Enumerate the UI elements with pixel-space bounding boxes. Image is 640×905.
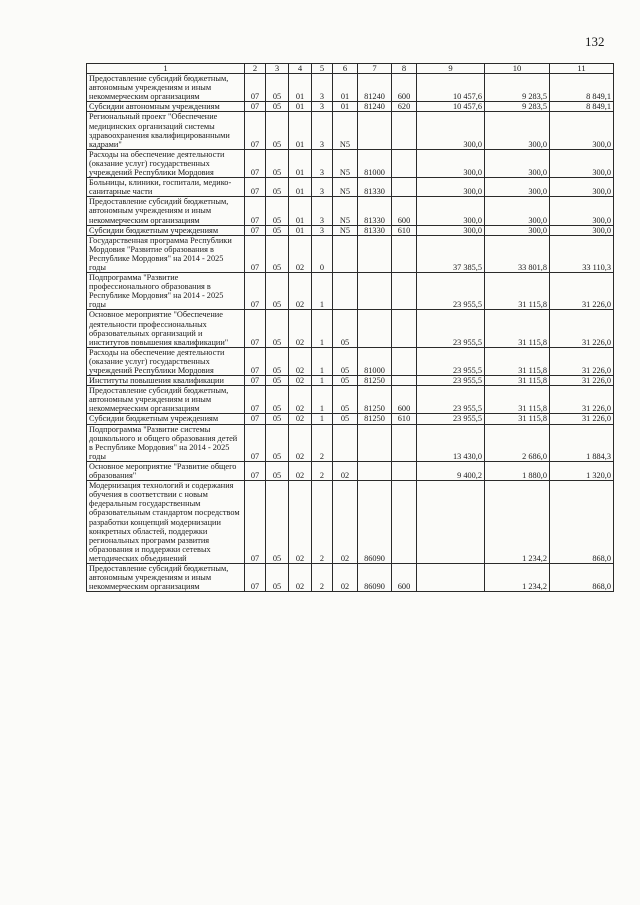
table-row: [87, 235, 614, 272]
amount-year1-cell: 23 955,5: [417, 310, 485, 347]
event-code-cell: 01: [333, 74, 358, 102]
expense-type-cell: [392, 376, 417, 386]
expense-type-cell: [392, 273, 417, 310]
amount-year3-cell: 868,0: [550, 563, 614, 591]
direction-code-cell: [358, 424, 392, 461]
table-row: [87, 563, 614, 591]
amount-year2-cell: 300,0: [485, 225, 550, 235]
table-row: [87, 310, 614, 347]
name-cell: Региональный проект "Обеспечение медицинских организаций системы здравоохранения квалифицированными кадрами": [87, 112, 245, 149]
name-cell: Расходы на обеспечение деятельности (оказание услуг) государственных учреждений Республики Мордовия: [87, 149, 245, 177]
expense-type-cell: 620: [392, 102, 417, 112]
event-code-cell: 02: [333, 481, 358, 564]
header-row: [87, 64, 614, 74]
subprogram-code-cell: 1: [312, 310, 333, 347]
event-code-cell: 05: [333, 386, 358, 414]
program-code-cell: 02: [289, 481, 312, 564]
name-cell: Субсидии автономным учреждениям: [87, 102, 245, 112]
expense-type-cell: [392, 461, 417, 480]
expense-type-cell: [392, 424, 417, 461]
expense-type-cell: [392, 112, 417, 149]
header-cell: 7: [358, 64, 392, 74]
subsection-code-cell: 05: [266, 376, 289, 386]
amount-year1-cell: 300,0: [417, 178, 485, 197]
subprogram-code-cell: 1: [312, 347, 333, 375]
amount-year3-cell: 868,0: [550, 481, 614, 564]
amount-year2-cell: 33 801,8: [485, 235, 550, 272]
amount-year3-cell: 300,0: [550, 197, 614, 225]
section-code-cell: 07: [245, 414, 266, 424]
event-code-cell: 05: [333, 347, 358, 375]
subsection-code-cell: 05: [266, 197, 289, 225]
amount-year2-cell: 300,0: [485, 178, 550, 197]
amount-year2-cell: 1 234,2: [485, 563, 550, 591]
name-cell: Больницы, клиники, госпитали, медико-санитарные части: [87, 178, 245, 197]
header-cell: 9: [417, 64, 485, 74]
program-code-cell: 02: [289, 386, 312, 414]
program-code-cell: 02: [289, 414, 312, 424]
program-code-cell: 02: [289, 273, 312, 310]
amount-year2-cell: 300,0: [485, 197, 550, 225]
event-code-cell: N5: [333, 112, 358, 149]
amount-year2-cell: 1 880,0: [485, 461, 550, 480]
section-code-cell: 07: [245, 225, 266, 235]
program-code-cell: 01: [289, 178, 312, 197]
section-code-cell: 07: [245, 197, 266, 225]
program-code-cell: 02: [289, 563, 312, 591]
amount-year1-cell: [417, 481, 485, 564]
expense-type-cell: 610: [392, 225, 417, 235]
subprogram-code-cell: 3: [312, 112, 333, 149]
program-code-cell: 01: [289, 197, 312, 225]
name-cell: Предоставление субсидий бюджетным, автономным учреждениям и иным некоммерческим организациям: [87, 563, 245, 591]
section-code-cell: 07: [245, 235, 266, 272]
table-row: [87, 102, 614, 112]
section-code-cell: 07: [245, 481, 266, 564]
direction-code-cell: 81000: [358, 149, 392, 177]
amount-year2-cell: 31 115,8: [485, 347, 550, 375]
expense-type-cell: [392, 310, 417, 347]
amount-year2-cell: 31 115,8: [485, 386, 550, 414]
program-code-cell: 02: [289, 424, 312, 461]
name-cell: Расходы на обеспечение деятельности (оказание услуг) государственных учреждений Республики Мордовия: [87, 347, 245, 375]
budget-table: [86, 63, 614, 592]
direction-code-cell: 81250: [358, 414, 392, 424]
amount-year3-cell: 31 226,0: [550, 414, 614, 424]
amount-year3-cell: 300,0: [550, 225, 614, 235]
subprogram-code-cell: 1: [312, 273, 333, 310]
amount-year1-cell: [417, 563, 485, 591]
subprogram-code-cell: 2: [312, 424, 333, 461]
subsection-code-cell: 05: [266, 273, 289, 310]
subprogram-code-cell: 0: [312, 235, 333, 272]
amount-year1-cell: 10 457,6: [417, 102, 485, 112]
direction-code-cell: 81000: [358, 347, 392, 375]
event-code-cell: 05: [333, 376, 358, 386]
direction-code-cell: 81250: [358, 376, 392, 386]
name-cell: Субсидии бюджетным учреждениям: [87, 225, 245, 235]
amount-year3-cell: 33 110,3: [550, 235, 614, 272]
name-cell: Субсидии бюджетным учреждениям: [87, 414, 245, 424]
event-code-cell: 02: [333, 563, 358, 591]
table-row: [87, 386, 614, 414]
subprogram-code-cell: 2: [312, 461, 333, 480]
header-cell: 5: [312, 64, 333, 74]
section-code-cell: 07: [245, 273, 266, 310]
subprogram-code-cell: 1: [312, 414, 333, 424]
direction-code-cell: [358, 235, 392, 272]
event-code-cell: [333, 424, 358, 461]
program-code-cell: 02: [289, 347, 312, 375]
header-cell: 8: [392, 64, 417, 74]
amount-year1-cell: 23 955,5: [417, 376, 485, 386]
event-code-cell: N5: [333, 149, 358, 177]
table-row: [87, 481, 614, 564]
subprogram-code-cell: 3: [312, 149, 333, 177]
event-code-cell: 01: [333, 102, 358, 112]
table-row: [87, 225, 614, 235]
section-code-cell: 07: [245, 376, 266, 386]
header-cell: 11: [550, 64, 614, 74]
direction-code-cell: 81250: [358, 386, 392, 414]
subprogram-code-cell: 2: [312, 563, 333, 591]
name-cell: Институты повышения квалификации: [87, 376, 245, 386]
program-code-cell: 02: [289, 461, 312, 480]
table-row: [87, 347, 614, 375]
section-code-cell: 07: [245, 149, 266, 177]
table-row: [87, 273, 614, 310]
event-code-cell: N5: [333, 178, 358, 197]
subprogram-code-cell: 1: [312, 386, 333, 414]
table-row: [87, 74, 614, 102]
program-code-cell: 01: [289, 102, 312, 112]
program-code-cell: 01: [289, 225, 312, 235]
table-row: [87, 424, 614, 461]
expense-type-cell: [392, 235, 417, 272]
event-code-cell: [333, 273, 358, 310]
subsection-code-cell: 05: [266, 102, 289, 112]
name-cell: Государственная программа Республики Мордовия "Развитие образования в Республике Мордовия" на 2014 - 2025 годы: [87, 235, 245, 272]
page-number: 132: [585, 34, 605, 49]
section-code-cell: 07: [245, 102, 266, 112]
expense-type-cell: 600: [392, 74, 417, 102]
section-code-cell: 07: [245, 424, 266, 461]
expense-type-cell: [392, 149, 417, 177]
header-cell: 6: [333, 64, 358, 74]
subsection-code-cell: 05: [266, 386, 289, 414]
expense-type-cell: [392, 481, 417, 564]
amount-year2-cell: 300,0: [485, 112, 550, 149]
program-code-cell: 01: [289, 149, 312, 177]
subsection-code-cell: 05: [266, 424, 289, 461]
amount-year3-cell: 1 320,0: [550, 461, 614, 480]
name-cell: Предоставление субсидий бюджетным, автономным учреждениям и иным некоммерческим организациям: [87, 74, 245, 102]
section-code-cell: 07: [245, 112, 266, 149]
direction-code-cell: 81240: [358, 74, 392, 102]
direction-code-cell: [358, 112, 392, 149]
amount-year2-cell: 300,0: [485, 149, 550, 177]
subsection-code-cell: 05: [266, 481, 289, 564]
table-row: [87, 149, 614, 177]
amount-year2-cell: 31 115,8: [485, 414, 550, 424]
expense-type-cell: [392, 178, 417, 197]
subprogram-code-cell: 3: [312, 74, 333, 102]
program-code-cell: 01: [289, 74, 312, 102]
subsection-code-cell: 05: [266, 563, 289, 591]
header-cell: 4: [289, 64, 312, 74]
table-row: [87, 376, 614, 386]
direction-code-cell: 81240: [358, 102, 392, 112]
amount-year1-cell: 13 430,0: [417, 424, 485, 461]
name-cell: Основное мероприятие "Развитие общего образования": [87, 461, 245, 480]
subprogram-code-cell: 1: [312, 376, 333, 386]
amount-year3-cell: 31 226,0: [550, 347, 614, 375]
name-cell: Основное мероприятие "Обеспечение деятельности профессиональных образовательных организаций и институтов повышения квалификации": [87, 310, 245, 347]
amount-year3-cell: 300,0: [550, 178, 614, 197]
section-code-cell: 07: [245, 386, 266, 414]
event-code-cell: [333, 235, 358, 272]
subsection-code-cell: 05: [266, 461, 289, 480]
header-cell: 1: [87, 64, 245, 74]
direction-code-cell: 81330: [358, 178, 392, 197]
subprogram-code-cell: 3: [312, 102, 333, 112]
section-code-cell: 07: [245, 74, 266, 102]
program-code-cell: 02: [289, 235, 312, 272]
amount-year2-cell: 1 234,2: [485, 481, 550, 564]
subsection-code-cell: 05: [266, 347, 289, 375]
amount-year3-cell: 31 226,0: [550, 273, 614, 310]
expense-type-cell: 600: [392, 197, 417, 225]
amount-year1-cell: 23 955,5: [417, 273, 485, 310]
name-cell: Подпрограмма "Развитие системы дошкольного и общего образования детей в Республике Мордовия" на 2014 - 2025 годы: [87, 424, 245, 461]
amount-year1-cell: 300,0: [417, 149, 485, 177]
event-code-cell: 05: [333, 414, 358, 424]
event-code-cell: 05: [333, 310, 358, 347]
subsection-code-cell: 05: [266, 225, 289, 235]
section-code-cell: 07: [245, 461, 266, 480]
amount-year1-cell: 10 457,6: [417, 74, 485, 102]
amount-year2-cell: 9 283,5: [485, 74, 550, 102]
table-row: [87, 178, 614, 197]
event-code-cell: N5: [333, 225, 358, 235]
amount-year3-cell: 31 226,0: [550, 310, 614, 347]
table-row: [87, 461, 614, 480]
amount-year1-cell: 37 385,5: [417, 235, 485, 272]
amount-year2-cell: 9 283,5: [485, 102, 550, 112]
amount-year1-cell: 300,0: [417, 112, 485, 149]
header-cell: 2: [245, 64, 266, 74]
name-cell: Предоставление субсидий бюджетным, автономным учреждениям и иным некоммерческим организациям: [87, 386, 245, 414]
amount-year1-cell: 9 400,2: [417, 461, 485, 480]
subsection-code-cell: 05: [266, 310, 289, 347]
amount-year3-cell: 300,0: [550, 112, 614, 149]
expense-type-cell: 600: [392, 386, 417, 414]
name-cell: Подпрограмма "Развитие профессионального образования в Республике Мордовия" на 2014 - 2025 годы: [87, 273, 245, 310]
subsection-code-cell: 05: [266, 414, 289, 424]
program-code-cell: 02: [289, 376, 312, 386]
direction-code-cell: [358, 310, 392, 347]
header-cell: 3: [266, 64, 289, 74]
amount-year1-cell: 300,0: [417, 197, 485, 225]
direction-code-cell: 81330: [358, 197, 392, 225]
expense-type-cell: 610: [392, 414, 417, 424]
subsection-code-cell: 05: [266, 149, 289, 177]
amount-year2-cell: 2 686,0: [485, 424, 550, 461]
amount-year2-cell: 31 115,8: [485, 273, 550, 310]
subsection-code-cell: 05: [266, 112, 289, 149]
section-code-cell: 07: [245, 178, 266, 197]
subprogram-code-cell: 3: [312, 197, 333, 225]
amount-year2-cell: 31 115,8: [485, 310, 550, 347]
event-code-cell: 02: [333, 461, 358, 480]
table-body: [87, 74, 614, 592]
direction-code-cell: 86090: [358, 481, 392, 564]
direction-code-cell: [358, 461, 392, 480]
subsection-code-cell: 05: [266, 178, 289, 197]
amount-year3-cell: 8 849,1: [550, 74, 614, 102]
name-cell: Предоставление субсидий бюджетным, автономным учреждениям и иным некоммерческим организациям: [87, 197, 245, 225]
amount-year1-cell: 300,0: [417, 225, 485, 235]
subprogram-code-cell: 3: [312, 178, 333, 197]
expense-type-cell: [392, 347, 417, 375]
name-cell: Модернизация технологий и содержания обучения в соответствии с новым федеральным государственным образовательным стандартом посредством разработки концепций модернизации конкретных областей, поддержки региональных программ развития образования и поддержки сетевых методических объединений: [87, 481, 245, 564]
program-code-cell: 01: [289, 112, 312, 149]
amount-year3-cell: 31 226,0: [550, 386, 614, 414]
section-code-cell: 07: [245, 563, 266, 591]
subprogram-code-cell: 2: [312, 481, 333, 564]
subsection-code-cell: 05: [266, 235, 289, 272]
amount-year1-cell: 23 955,5: [417, 414, 485, 424]
amount-year3-cell: 31 226,0: [550, 376, 614, 386]
expense-type-cell: 600: [392, 563, 417, 591]
program-code-cell: 02: [289, 310, 312, 347]
amount-year3-cell: 1 884,3: [550, 424, 614, 461]
amount-year2-cell: 31 115,8: [485, 376, 550, 386]
subprogram-code-cell: 3: [312, 225, 333, 235]
amount-year3-cell: 8 849,1: [550, 102, 614, 112]
subsection-code-cell: 05: [266, 74, 289, 102]
section-code-cell: 07: [245, 347, 266, 375]
table-row: [87, 197, 614, 225]
section-code-cell: 07: [245, 310, 266, 347]
event-code-cell: N5: [333, 197, 358, 225]
header-cell: 10: [485, 64, 550, 74]
table-row: [87, 112, 614, 149]
direction-code-cell: 86090: [358, 563, 392, 591]
table-row: [87, 414, 614, 424]
direction-code-cell: 81330: [358, 225, 392, 235]
direction-code-cell: [358, 273, 392, 310]
amount-year1-cell: 23 955,5: [417, 347, 485, 375]
amount-year3-cell: 300,0: [550, 149, 614, 177]
amount-year1-cell: 23 955,5: [417, 386, 485, 414]
